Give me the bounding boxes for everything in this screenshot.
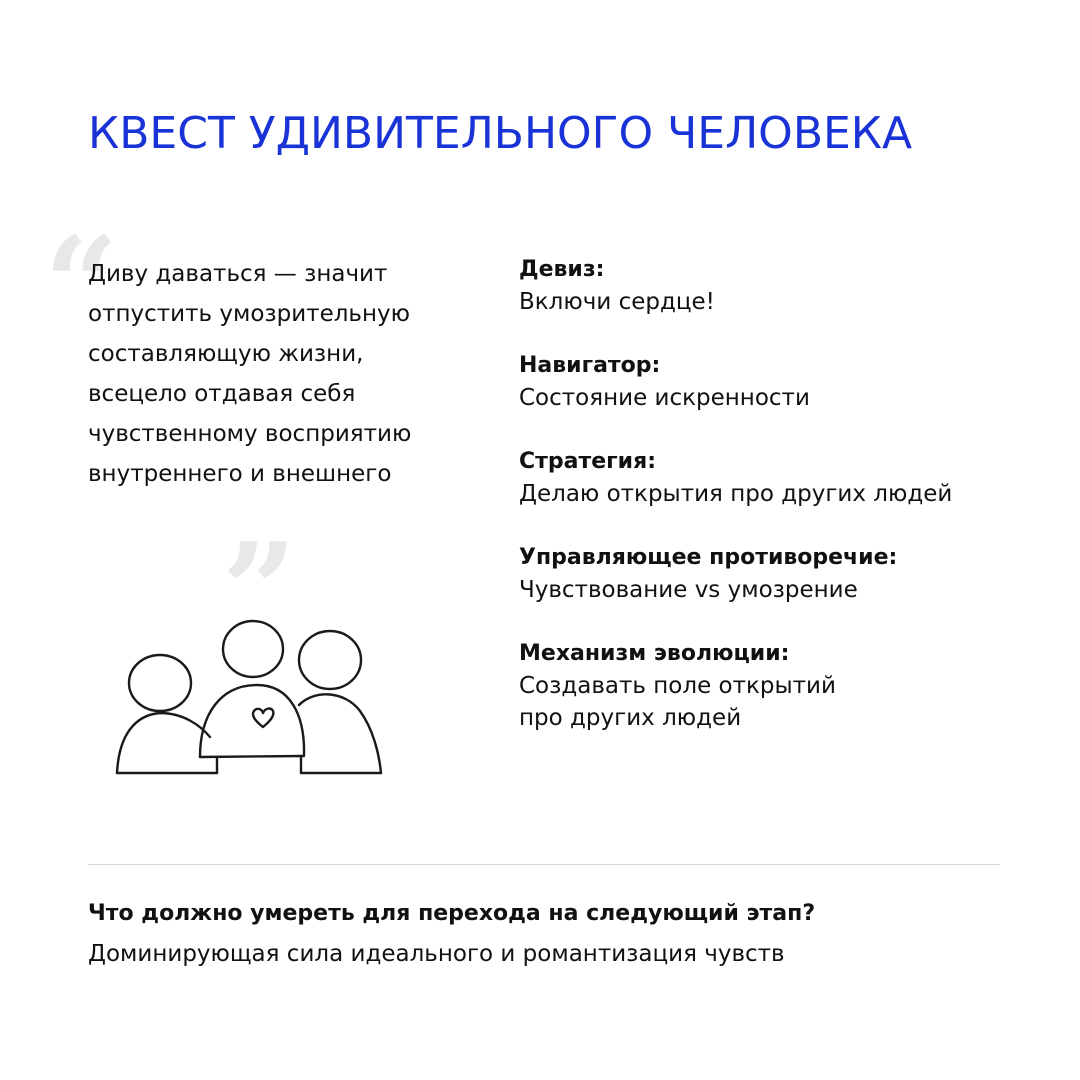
quote-text: Диву даваться — значит отпустить умозрительную составляющую жизни, всецело отдавая себя чувственному восприятию внутреннего и внешнего [88,261,412,487]
close-quote-icon: ” [222,514,297,667]
info-item-motto [519,254,1019,318]
info-label: Девиз: [519,257,605,282]
info-list [519,254,1019,766]
quote-block [44,208,444,667]
info-item-navigator [519,350,1019,414]
info-value: Чувствование vs умозрение [519,577,858,603]
divider [88,864,1000,865]
info-value: Включи сердце! [519,289,715,315]
info-item-contradiction [519,542,1019,606]
open-quote-icon: “ [44,208,119,361]
info-item-evolution [519,638,1019,734]
info-label: Управляющее противоречие: [519,545,898,570]
people-with-heart-icon [105,615,395,790]
footer-answer: Доминирующая сила идеального и романтизация чувств [88,941,785,967]
info-value: Создавать поле открытий про других людей [519,673,836,731]
footer-question: Что должно умереть для перехода на следующий этап? [88,901,816,926]
info-value: Делаю открытия про других людей [519,481,953,507]
info-item-strategy [519,446,1019,510]
info-value: Состояние искренности [519,385,810,411]
info-label: Стратегия: [519,449,656,474]
info-label: Навигатор: [519,353,661,378]
page-title: КВЕСТ УДИВИТЕЛЬНОГО ЧЕЛОВЕКА [88,108,913,159]
info-label: Механизм эволюции: [519,641,790,666]
